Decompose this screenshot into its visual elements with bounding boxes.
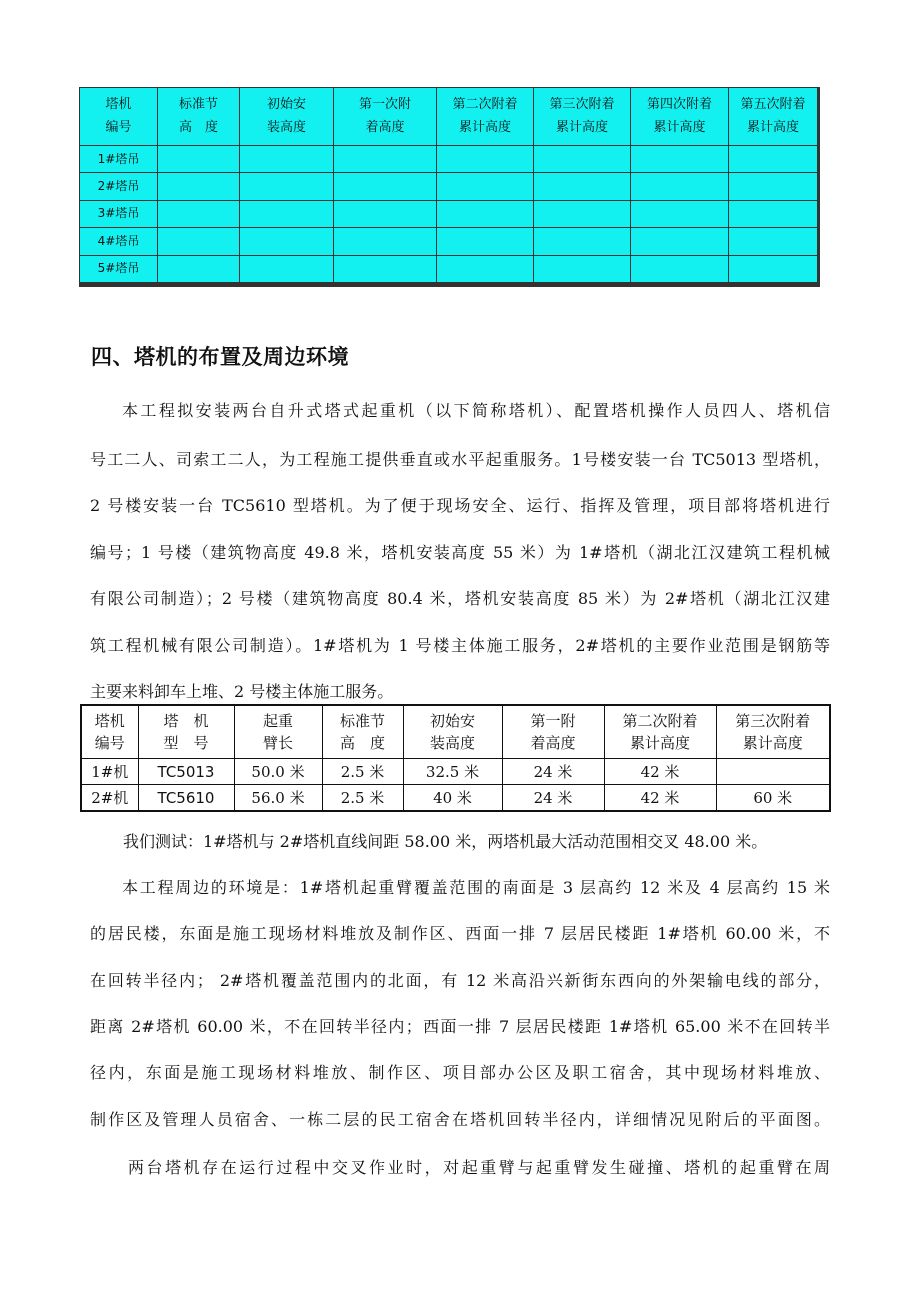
table1-header-cell: 第二次附着 累计高度 — [437, 88, 534, 146]
table2-header-cell: 塔机 编号 — [81, 705, 138, 759]
table2-cell: 1#机 — [81, 759, 138, 785]
table2-cell: 42 米 — [604, 759, 716, 785]
tower-crane-attachment-table-shadow — [79, 87, 820, 287]
table2-header-cell: 标准节 高 度 — [322, 705, 403, 759]
tower-crane-attachment-table — [79, 87, 818, 283]
table2-cell: 2.5 米 — [322, 759, 403, 785]
table2-cell: 40 米 — [403, 785, 502, 812]
table1-header-cell: 塔机 编号 — [80, 88, 158, 146]
table2-header-cell: 初始安 装高度 — [403, 705, 502, 759]
table1-header-cell: 第一次附 着高度 — [334, 88, 437, 146]
table1-row — [80, 145, 818, 172]
paragraph-line: 有限公司制造）；2 号楼（建筑物高度 80.4 米，塔机安装高度 85 米）为 2#塔机（湖北江汉建 — [90, 589, 830, 608]
table2-row — [81, 785, 830, 812]
table1-row-label: 5#塔吊 — [80, 255, 158, 282]
tower-crane-spec-table — [80, 704, 831, 812]
table2-cell: 42 米 — [604, 785, 716, 812]
paragraph-line: 在回转半径内； 2#塔机覆盖范围内的北面，有 12 米高沿兴新街东西向的外架输电线的部分， — [90, 971, 830, 990]
table2-header-cell: 第一附 着高度 — [502, 705, 604, 759]
paragraph-line: 主要来料卸车上堆、2 号楼主体施工服务。 — [90, 682, 394, 701]
table2-header-cell: 塔 机 型 号 — [138, 705, 234, 759]
paragraph-line: 本工程拟安装两台自升式塔式起重机（以下简称塔机）、配置塔机操作人员四人、塔机信 — [122, 401, 830, 420]
paragraph-line: 本工程周边的环境是：1#塔机起重臂覆盖范围的南面是 3 层高约 12 米及 4 层高约 15 米 — [122, 878, 830, 897]
table2-cell: TC5610 — [138, 785, 234, 812]
table1-row — [80, 255, 818, 282]
table1-row-label: 3#塔吊 — [80, 200, 158, 227]
table2-header-row — [81, 705, 830, 759]
table1-row-label: 1#塔吊 — [80, 145, 158, 172]
table2-cell: 56.0 米 — [234, 785, 322, 812]
table1-header-cell: 第五次附着 累计高度 — [729, 88, 818, 146]
table1-header-cell: 标准节 高 度 — [158, 88, 240, 146]
section-heading: 四、塔机的布置及周边环境 — [91, 345, 349, 369]
table2-header-cell: 第二次附着 累计高度 — [604, 705, 716, 759]
paragraph-line: 我们测试：1#塔机与 2#塔机直线间距 58.00 米，两塔机最大活动范围相交叉 48.00 米。 — [123, 832, 768, 851]
table2-cell: 24 米 — [502, 759, 604, 785]
table1-row-label: 2#塔吊 — [80, 173, 158, 200]
table2-cell: 50.0 米 — [234, 759, 322, 785]
paragraph-line: 编号；1 号楼（建筑物高度 49.8 米，塔机安装高度 55 米）为 1#塔机（湖北江汉建筑工程机械 — [90, 543, 830, 562]
paragraph-line: 号工二人、司索工二人，为工程施工提供垂直或水平起重服务。1号楼安装一台 TC5013 型塔机， — [90, 450, 830, 469]
table2-row — [81, 759, 830, 785]
table2-cell — [716, 759, 830, 785]
table2-header-cell: 第三次附着 累计高度 — [716, 705, 830, 759]
table2-cell: 24 米 — [502, 785, 604, 812]
table1-header-cell: 第三次附着 累计高度 — [534, 88, 631, 146]
table1-header-row — [80, 88, 818, 146]
table2-header-cell: 起重 臂长 — [234, 705, 322, 759]
paragraph-line: 径内，东面是施工现场材料堆放、制作区、项目部办公区及职工宿舍，其中现场材料堆放、 — [90, 1063, 830, 1082]
paragraph-line: 两台塔机存在运行过程中交叉作业时，对起重臂与起重臂发生碰撞、塔机的起重臂在周 — [128, 1158, 830, 1177]
table1-row — [80, 173, 818, 200]
paragraph-line: 距离 2#塔机 60.00 米，不在回转半径内；西面一排 7 层居民楼距 1#塔机 65.00 米不在回转半 — [90, 1017, 830, 1036]
table1-header-cell: 第四次附着 累计高度 — [631, 88, 729, 146]
table2-cell: 32.5 米 — [403, 759, 502, 785]
table2-cell: 2.5 米 — [322, 785, 403, 812]
table1-row — [80, 228, 818, 255]
table1-header-cell: 初始安 装高度 — [240, 88, 334, 146]
paragraph-line: 制作区及管理人员宿舍、一栋二层的民工宿舍在塔机回转半径内，详细情况见附后的平面图。 — [90, 1110, 830, 1129]
table2-cell: 60 米 — [716, 785, 830, 812]
paragraph-line: 筑工程机械有限公司制造）。1#塔机为 1 号楼主体施工服务，2#塔机的主要作业范围是钢筋等 — [90, 636, 830, 655]
table2-cell: TC5013 — [138, 759, 234, 785]
table1-row — [80, 200, 818, 227]
table1-row-label: 4#塔吊 — [80, 228, 158, 255]
table2-cell: 2#机 — [81, 785, 138, 812]
paragraph-line: 2 号楼安装一台 TC5610 型塔机。为了便于现场安全、运行、指挥及管理，项目部将塔机进行 — [90, 496, 830, 515]
paragraph-line: 的居民楼，东面是施工现场材料堆放及制作区、西面一排 7 层居民楼距 1#塔机 60.00 米，不 — [90, 924, 830, 943]
